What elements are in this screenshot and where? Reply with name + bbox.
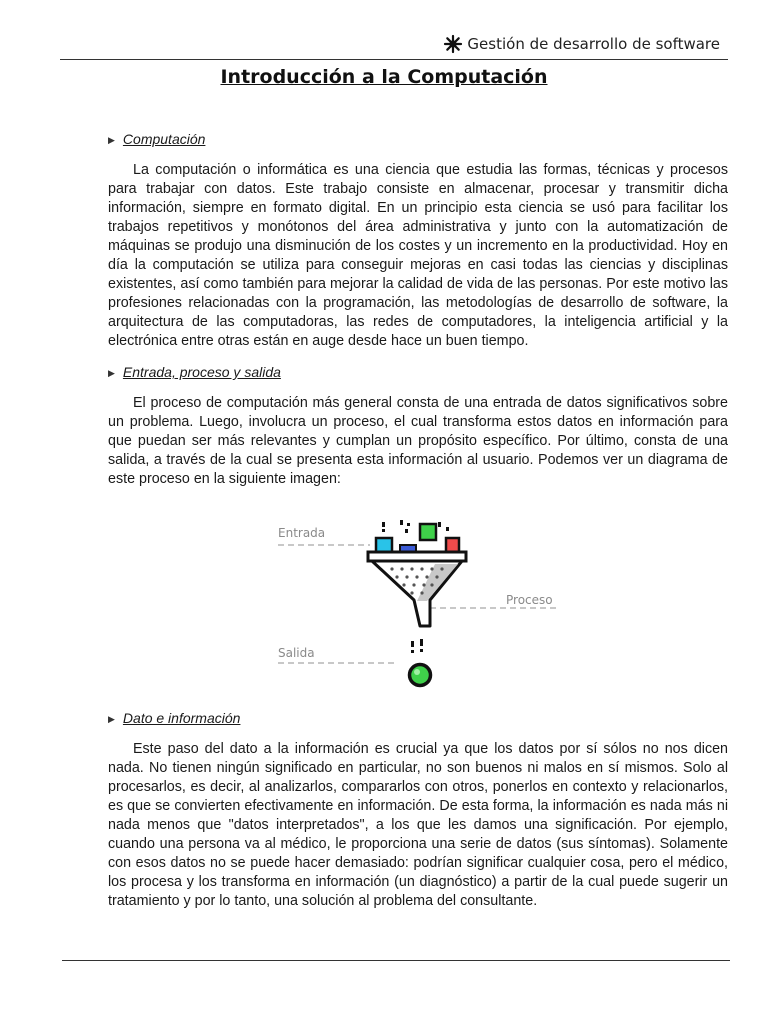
diagram-label-output: Salida — [278, 646, 315, 660]
gear-snowflake-icon — [443, 34, 463, 54]
bullet-icon: ▶ — [108, 714, 115, 724]
section-heading-entrada-proceso-salida — [108, 364, 281, 380]
header-divider — [60, 59, 728, 60]
footer-divider — [62, 960, 730, 961]
document-title: Introducción a la Computación — [220, 66, 548, 88]
section-paragraph-entrada-proceso-salida: El proceso de computación más general consta de una entrada de datos significativos sobre un problema. Luego, involucra un proceso, el cual transforma estos datos en información para que puedan ser más relevantes y cumplan un propósito específico. Por último, consta de una salida, a través de la cual se presenta esta información al usuario. Podemos ver un diagrama de este proceso en la siguiente imagen: — [108, 395, 728, 487]
diagram-label-input: Entrada — [278, 526, 326, 540]
section-heading-dato-informacion — [108, 710, 240, 726]
section-heading-label: Dato e información — [122, 710, 241, 726]
bullet-icon: ▶ — [108, 368, 115, 378]
section-paragraph-dato-informacion: Este paso del dato a la información es crucial ya que los datos por sí sólos no nos dicen nada. No tienen ningún significado en particular, no son buenos ni malos en sí mismos. Solo al procesarlos, es decir, al analizarlos, compararlos con otros, ponerlos en contexto y relacionarlos, es que se convierten efectivamente en información. De esta forma, la información es nada más ni nada menos que "datos interpretados", a los que les damos una significación. Por ejemplo, cuando una persona va al médico, le proporciona una serie de datos (sus síntomas). Solamente con esos datos no se puede hacer demasiado: podrían significar cualquier cosa, pero el médico, los procesa y los transforma en información (un diagnóstico) a partir de la cual puede sugerir un tratamiento y por lo tanto, una solución al problema del consultante. — [108, 741, 728, 909]
funnel-icon — [368, 520, 466, 686]
input-process-output-diagram — [270, 505, 570, 705]
section-heading-label: Computación — [122, 131, 206, 147]
header-title: Gestión de desarrollo de software — [467, 35, 720, 53]
section-paragraph-computacion: La computación o informática es una ciencia que estudia las formas, técnicas y procesos para trabajar con datos. Este trabajo consiste en almacenar, procesar y transmitir dicha información, siempre en formato digital. En un principio esta ciencia se usó para facilitar los trabajos repetitivos y monótonos del área administrativa y junto con la automatización de máquinas se produjo una disminución de los costes y un incremento en la productividad. Hoy en día la computación se utiliza para conseguir mejoras en casi todas las ciencias y disciplinas existentes, así como también para mejorar la calidad de vida de las personas. Por este motivo las profesiones relacionadas con la programación, las metodologías de desarrollo de software, la arquitectura de las computadoras, las redes de computadores, la inteligencia artificial y la electrónica entre otras están en auge desde hace un buen tiempo. — [108, 162, 728, 349]
section-heading-label: Entrada, proceso y salida — [122, 364, 281, 380]
page-header — [443, 34, 720, 54]
bullet-icon: ▶ — [108, 135, 115, 145]
diagram-label-process: Proceso — [506, 593, 553, 607]
section-heading-computacion — [108, 131, 205, 147]
